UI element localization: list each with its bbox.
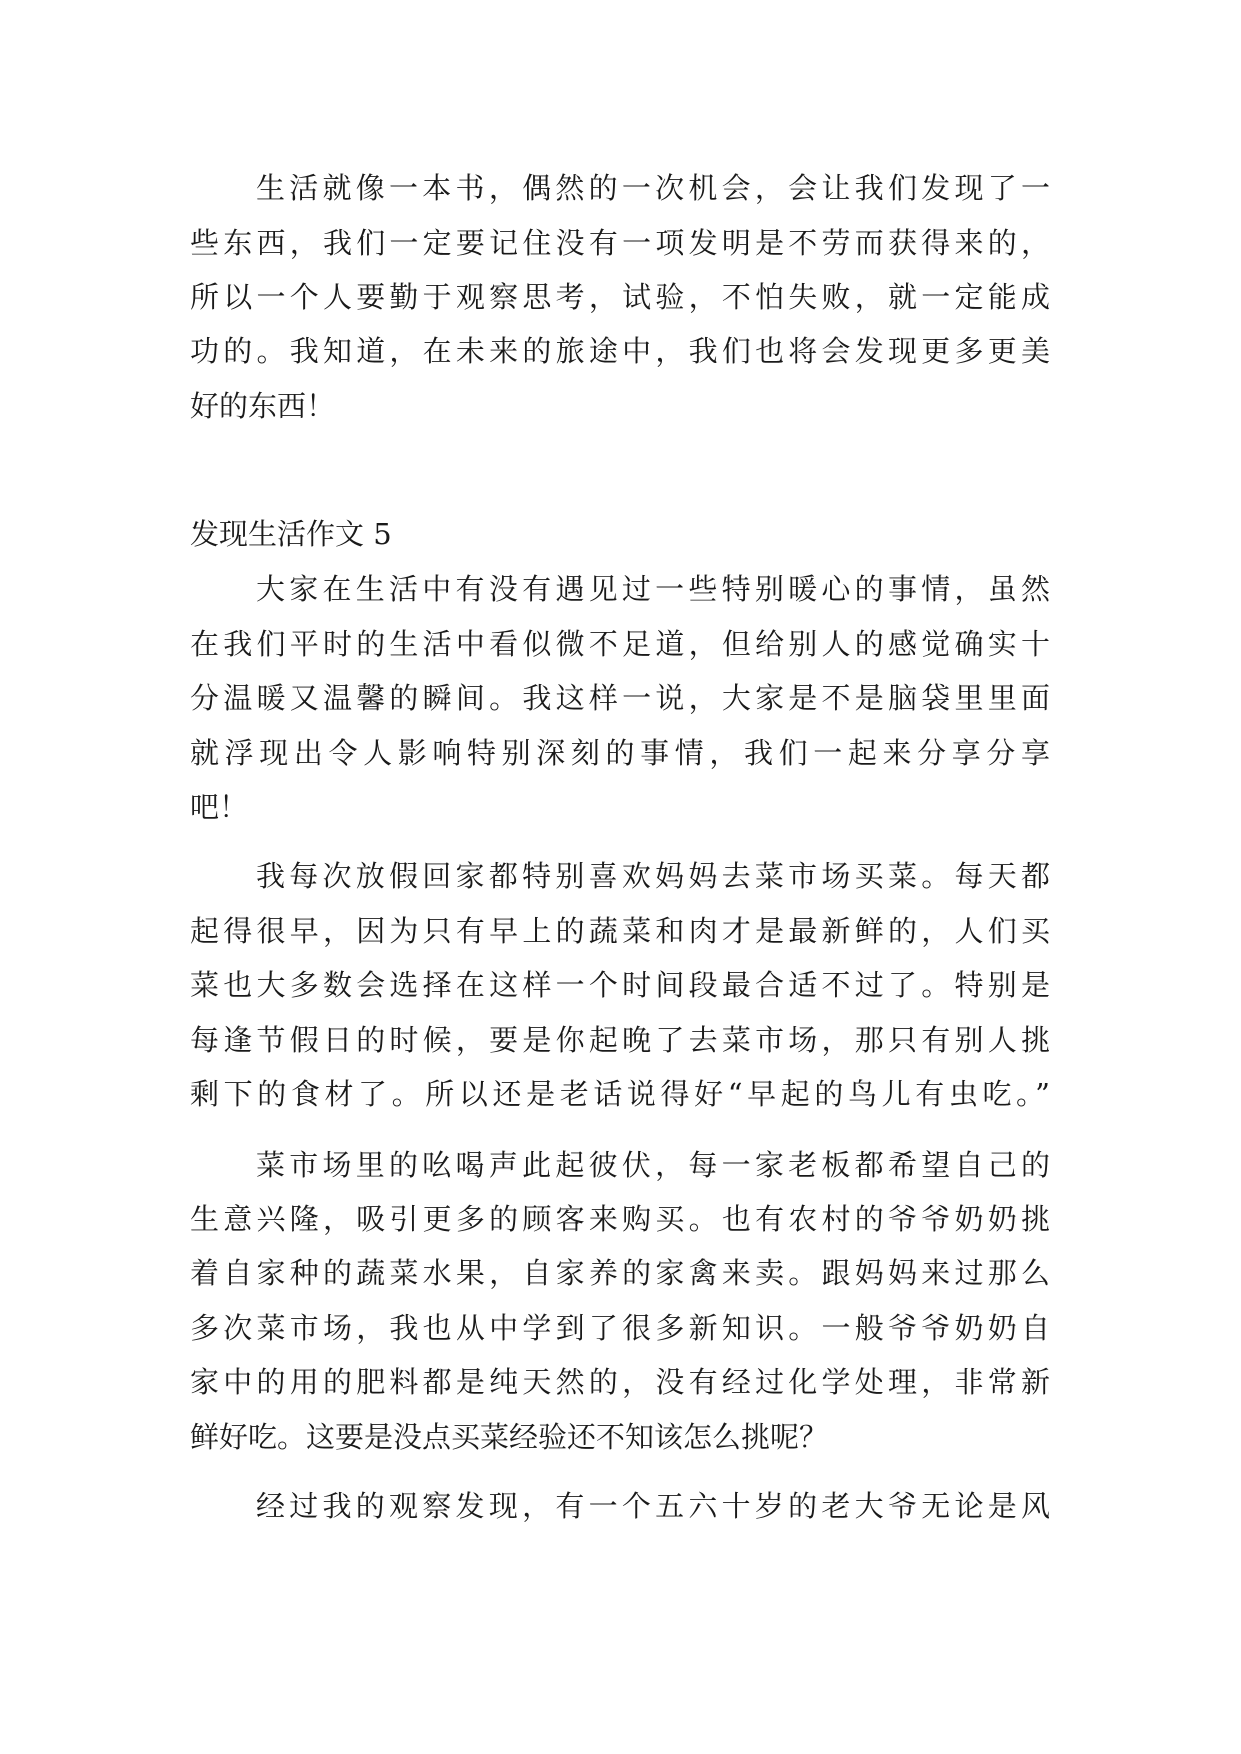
p1-line-1: 生活就像一本书，偶然的一次机会，会让我们发现了一 <box>256 171 1050 205</box>
p3-line-2: 起得很早，因为只有早上的蔬菜和肉才是最新鲜的，人们买 <box>190 914 1050 948</box>
p2-line-4: 就浮现出令人影响特别深刻的事情，我们一起来分享分享 <box>190 736 1050 770</box>
p4-line-6: 鲜好吃。这要是没点买菜经验还不知该怎么挑呢？ <box>190 1420 829 1454</box>
p2-line-5: 吧！ <box>190 790 249 824</box>
p2-line-1: 大家在生活中有没有遇见过一些特别暖心的事情，虽然 <box>256 572 1050 606</box>
p1-line-3: 所以一个人要勤于观察思考，试验，不怕失败，就一定能成 <box>190 280 1050 314</box>
p5-line-1: 经过我的观察发现，有一个五六十岁的老大爷无论是风 <box>256 1489 1050 1523</box>
p3-line-1: 我每次放假回家都特别喜欢妈妈去菜市场买菜。每天都 <box>256 859 1050 893</box>
p4-line-4: 多次菜市场，我也从中学到了很多新知识。一般爷爷奶奶自 <box>190 1311 1050 1345</box>
p4-line-2: 生意兴隆，吸引更多的顾客来购买。也有农村的爷爷奶奶挑 <box>190 1202 1050 1236</box>
p3-line-4: 每逢节假日的时候，要是你起晚了去菜市场，那只有别人挑 <box>190 1023 1050 1057</box>
p3-line-5: 剩下的食材了。所以还是老话说得好“早起的鸟儿有虫吃。” <box>190 1077 1050 1111</box>
p4-line-3: 着自家种的蔬菜水果，自家养的家禽来卖。跟妈妈来过那么 <box>190 1256 1050 1290</box>
p1-line-2: 些东西，我们一定要记住没有一项发明是不劳而获得来的， <box>190 226 1050 260</box>
p2-line-3: 分温暖又温馨的瞬间。我这样一说，大家是不是脑袋里里面 <box>190 681 1050 715</box>
section-heading: 发现生活作文 5 <box>190 517 392 551</box>
p1-line-4: 功的。我知道，在未来的旅途中，我们也将会发现更多更美 <box>190 334 1050 368</box>
p4-line-1: 菜市场里的吆喝声此起彼伏，每一家老板都希望自己的 <box>256 1148 1050 1182</box>
p2-line-2: 在我们平时的生活中看似微不足道，但给别人的感觉确实十 <box>190 627 1050 661</box>
p4-line-5: 家中的用的肥料都是纯天然的，没有经过化学处理，非常新 <box>190 1365 1050 1399</box>
p3-line-3: 菜也大多数会选择在这样一个时间段最合适不过了。特别是 <box>190 968 1050 1002</box>
p1-line-5: 好的东西！ <box>190 389 336 423</box>
